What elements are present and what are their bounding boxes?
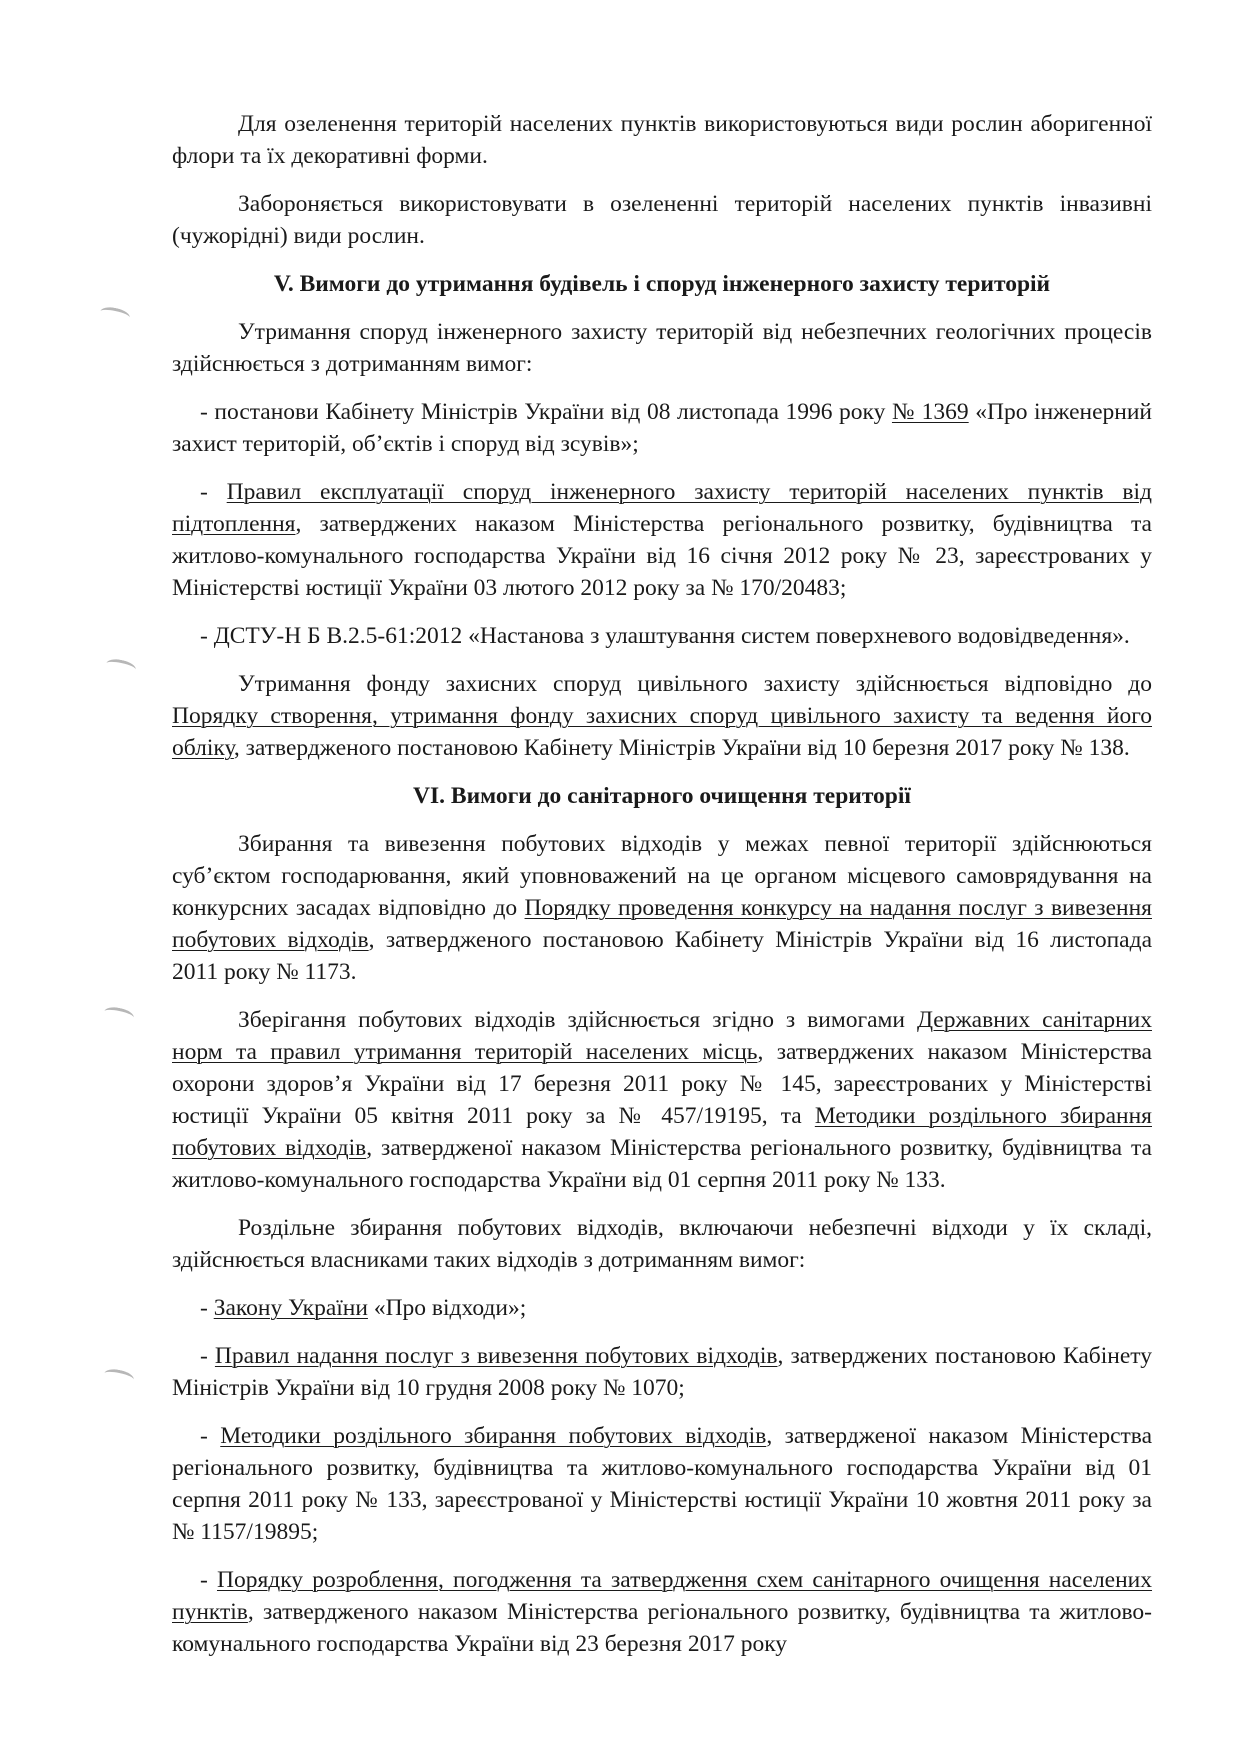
- document-link[interactable]: Порядку проведення конкурсу на надання послуг з вивезення побутових відходів: [172, 895, 1152, 953]
- paragraph: [172, 620, 1152, 652]
- section-heading: [172, 268, 1152, 300]
- paragraph-text: , затвердженої наказом Міністерства регіонального розвитку, будівництва та житлово-комунального господарства України від 01 серпня 2011 року № 133, зареєстрованої у Міністерстві юстиції України 10 жовтня 2011 року за № 1157/19895;: [172, 1423, 1152, 1545]
- punch-hole-mark: [105, 657, 137, 676]
- paragraph-text: -: [200, 1343, 215, 1369]
- paragraph-text: Для озеленення територій населених пунктів використовуються види рослин аборигенної флори та їх декоративні форми.: [172, 111, 1152, 169]
- paragraph-text: «Про інженерний захист територій, об’єктів і споруд від зсувів»;: [172, 399, 1153, 457]
- paragraph: [172, 1420, 1152, 1548]
- paragraph-text: , затверджених наказом Міністерства регіонального розвитку, будівництва та житлово-комунального господарства України від 16 січня 2012 року № 23, зареєстрованих у Міністерстві юстиції України 03 лютого 2012 року за № 170/20483;: [172, 511, 1152, 601]
- paragraph: [172, 1564, 1152, 1660]
- document-link[interactable]: Державних санітарних норм та правил утримання територій населених місць: [172, 1007, 1152, 1065]
- paragraph: [172, 476, 1152, 604]
- paragraph-text: VI. Вимоги до санітарного очищення території: [413, 783, 911, 809]
- paragraph-text: , затвердженої наказом Міністерства регіонального розвитку, будівництва та житлово-комунального господарства України від 01 серпня 2011 року № 133.: [172, 1135, 1152, 1193]
- paragraph-text: , затвердженого постановою Кабінету Міністрів України від 16 листопада 2011 року № 1173.: [172, 927, 1152, 985]
- punch-hole-mark: [103, 1005, 135, 1024]
- paragraph-text: Роздільне збирання побутових відходів, включаючи небезпечні відходи у їх складі, здійснюється власниками таких відходів з дотриманням вимог:: [172, 1215, 1152, 1273]
- document-link[interactable]: Методики роздільного збирання побутових відходів: [172, 1103, 1152, 1161]
- document-link[interactable]: Методики роздільного збирання побутових відходів: [220, 1423, 767, 1449]
- punch-hole-mark: [103, 1367, 135, 1386]
- paragraph-text: , затвердженого наказом Міністерства регіонального розвитку, будівництва та житлово-комунального господарства України від 23 березня 2017 року: [172, 1599, 1152, 1657]
- paragraph-text: , затвердженого постановою Кабінету Міністрів України від 10 березня 2017 року № 138.: [233, 735, 1130, 761]
- paragraph-text: - постанови Кабінету Міністрів України від 08 листопада 1996 року: [200, 399, 892, 425]
- paragraph: [172, 1292, 1152, 1324]
- paragraph-text: , затверджених наказом Міністерства охорони здоров’я України від 17 березня 2011 року № 145, зареєстрованих у Міністерстві юстиції України 05 квітня 2011 року за № 457/19195, та: [172, 1039, 1152, 1129]
- paragraph-text: Забороняється використовувати в озелененні територій населених пунктів інвазивні (чужорідні) види рослин.: [172, 191, 1152, 249]
- document-link[interactable]: Порядку розроблення, погодження та затвердження схем санітарного очищення населених пунктів: [172, 1567, 1153, 1625]
- paragraph: [172, 1212, 1152, 1276]
- document-link[interactable]: № 1369: [891, 399, 969, 425]
- paragraph: [172, 108, 1152, 172]
- paragraph-text: - ДСТУ-Н Б В.2.5-61:2012 «Настанова з улаштування систем поверхневого водовідведення».: [200, 623, 1130, 649]
- paragraph-text: V. Вимоги до утримання будівель і споруд інженерного захисту територій: [273, 271, 1051, 297]
- paragraph-text: Зберігання побутових відходів здійснюється згідно з вимогами: [238, 1007, 917, 1033]
- paragraph: [172, 668, 1152, 764]
- paragraph-text: Збирання та вивезення побутових відходів у межах певної території здійснюються суб’єктом господарювання, який уповноважений на це органом місцевого самоврядування на конкурсних засадах відповідно до: [172, 831, 1152, 921]
- paragraph-text: -: [200, 1295, 214, 1321]
- document-page: [172, 108, 1152, 1676]
- paragraph: [172, 1004, 1152, 1196]
- punch-hole-mark: [99, 305, 131, 324]
- paragraph-text: , затверджених постановою Кабінету Міністрів України від 10 грудня 2008 року № 1070;: [172, 1343, 1152, 1401]
- paragraph-text: -: [200, 479, 227, 505]
- paragraph: [172, 828, 1152, 988]
- paragraph-text: «Про відходи»;: [367, 1295, 527, 1321]
- paragraph-text: Утримання споруд інженерного захисту територій від небезпечних геологічних процесів здійснюється з дотриманням вимог:: [172, 319, 1152, 377]
- paragraph-text: -: [200, 1423, 221, 1449]
- paragraph-text: -: [200, 1567, 217, 1593]
- paragraph: [172, 316, 1152, 380]
- paragraph: [172, 1340, 1152, 1404]
- paragraph: [172, 396, 1152, 460]
- document-link[interactable]: Порядку створення, утримання фонду захисних споруд цивільного захисту та ведення його обліку: [172, 703, 1152, 761]
- paragraph-text: Утримання фонду захисних споруд цивільного захисту здійснюється відповідно до: [238, 671, 1152, 697]
- document-link[interactable]: Правил надання послуг з вивезення побутових відходів: [214, 1343, 778, 1369]
- document-link[interactable]: Закону України: [213, 1295, 368, 1321]
- paragraph: [172, 188, 1152, 252]
- document-link[interactable]: Правил експлуатації споруд інженерного захисту територій населених пунктів від підтоплення: [172, 479, 1152, 537]
- section-heading: [172, 780, 1152, 812]
